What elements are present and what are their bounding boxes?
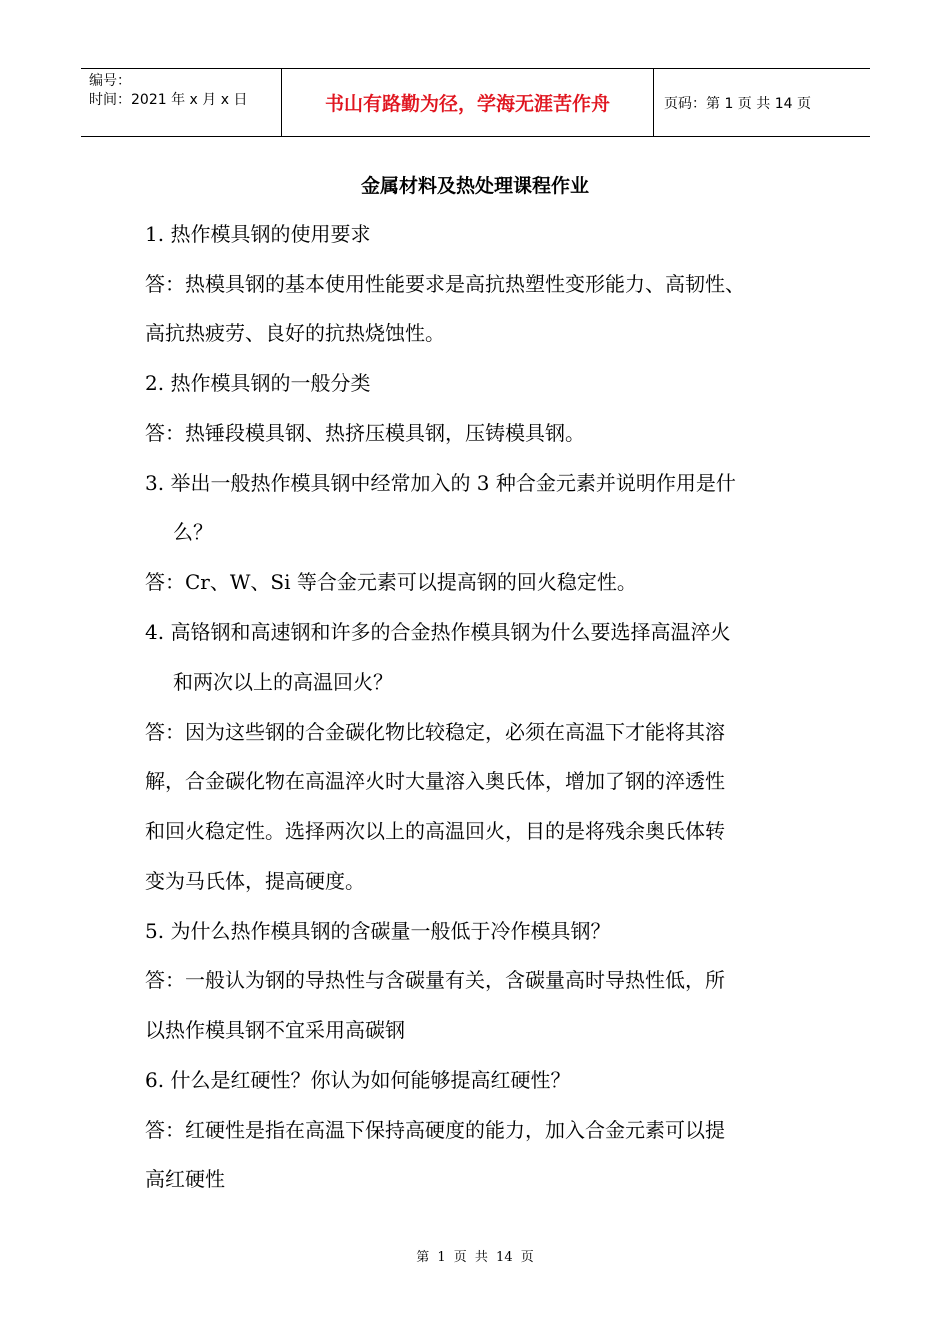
question-6: 6. 什么是红硬性？你认为如何能够提高红硬性？	[145, 1068, 571, 1092]
answer-1-cont: 高抗热疲劳、良好的抗热烧蚀性。	[145, 321, 445, 345]
header-table	[81, 68, 870, 137]
question-2: 2. 热作模具钢的一般分类	[145, 371, 371, 395]
question-3: 3. 举出一般热作模具钢中经常加入的 3 种合金元素并说明作用是什	[145, 471, 736, 495]
question-1: 1. 热作模具钢的使用要求	[145, 222, 371, 246]
page-footer: 第 1 页 共 14 页	[416, 1250, 534, 1265]
document-title: 金属材料及热处理课程作业	[360, 175, 589, 197]
header-page-info: 页码：第 1 页 共 14 页	[664, 95, 811, 112]
question-5: 5. 为什么热作模具钢的含碳量一般低于冷作模具钢？	[145, 919, 611, 943]
question-3-cont: 么？	[173, 520, 213, 544]
answer-6-cont: 高红硬性	[145, 1167, 225, 1191]
answer-5: 答：一般认为钢的导热性与含碳量有关，含碳量高时导热性低，所	[145, 968, 725, 992]
answer-3: 答：Cr、W、Si 等合金元素可以提高钢的回火稳定性。	[145, 570, 637, 594]
header-divider	[653, 69, 654, 136]
number-label: 编号：	[89, 73, 131, 89]
answer-1: 答：热模具钢的基本使用性能要求是高抗热塑性变形能力、高韧性、	[145, 272, 745, 296]
question-4: 4. 高铬钢和高速钢和许多的合金热作模具钢为什么要选择高温淬火	[145, 620, 731, 644]
answer-5-cont: 以热作模具钢不宜采用高碳钢	[145, 1018, 405, 1042]
answer-4-cont: 变为马氏体，提高硬度。	[145, 869, 365, 893]
motto: 书山有路勤为径，学海无涯苦作舟	[324, 93, 610, 115]
answer-4-cont: 解，合金碳化物在高温淬火时大量溶入奥氏体，增加了钢的淬透性	[145, 769, 725, 793]
answer-6: 答：红硬性是指在高温下保持高硬度的能力，加入合金元素可以提	[145, 1118, 725, 1142]
time-label: 时间：2021 年 x 月 x 日	[89, 92, 248, 108]
answer-2: 答：热锤段模具钢、热挤压模具钢，压铸模具钢。	[145, 421, 585, 445]
header-left-cell	[89, 72, 247, 110]
answer-4-cont: 和回火稳定性。选择两次以上的高温回火，目的是将残余奥氏体转	[145, 819, 725, 843]
question-4-cont: 和两次以上的高温回火？	[173, 670, 393, 694]
answer-4: 答：因为这些钢的合金碳化物比较稳定，必须在高温下才能将其溶	[145, 720, 725, 744]
